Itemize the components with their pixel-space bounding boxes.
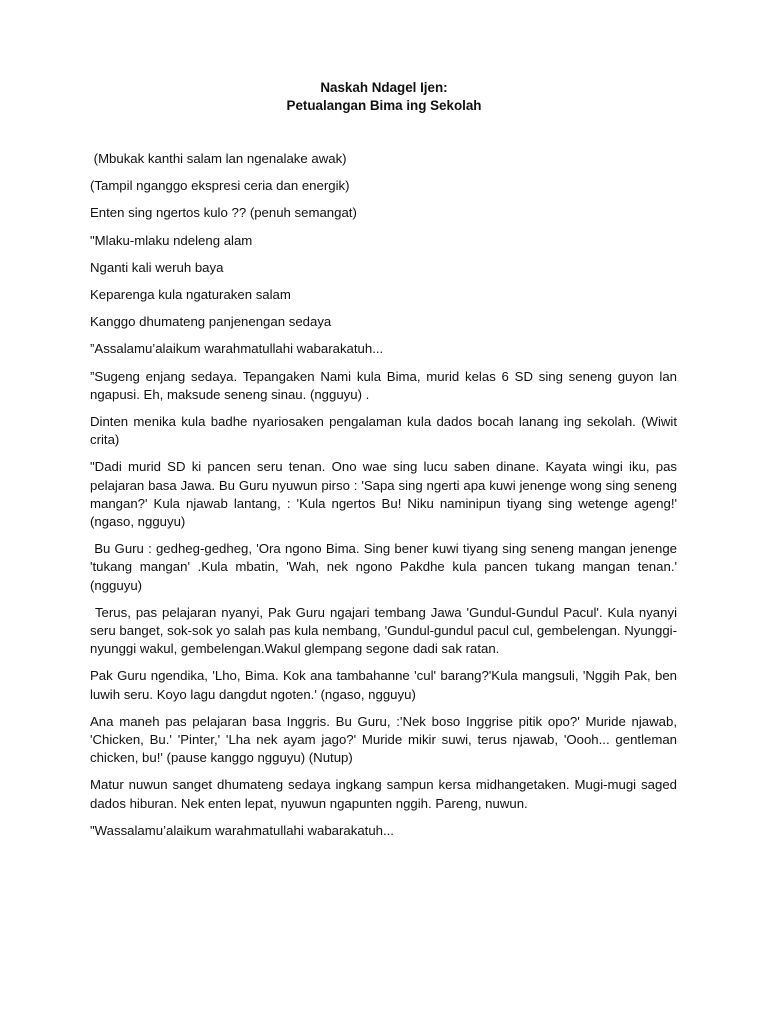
document-body xyxy=(90,150,681,849)
paragraph-1: (Mbukak kanthi salam lan ngenalake awak) xyxy=(90,151,347,166)
paragraph-9: ”Sugeng enjang sedaya. Tepangaken Nami kula Bima, murid kelas 6 SD sing seneng guyon lan ngapusi. Eh, maksude seneng sinau. (ngguyu) . xyxy=(90,368,681,402)
paragraph-12: Bu Guru : gedheg-gedheg, 'Ora ngono Bima. Sing bener kuwi tiyang sing seneng mangan jenenge 'tukang mangan' .Kula mbatin, 'Wah, nek ngono Pakdhe kula pancen tukang mangan tenan.' (ngguyu) xyxy=(90,541,681,593)
paragraph-13: Terus, pas pelajaran nyanyi, Pak Guru ngajari tembang Jawa 'Gundul-Gundul Pacul'. Kula nyanyi seru banget, sok-sok yo salah pas kula nembang, 'Gundul-gundul pacul cul, gembelengan. Nyunggi-nyunggi wakul, gembelengan.Wakul glempang segone dadi sak ratan. xyxy=(90,604,681,657)
document-title xyxy=(0,79,768,115)
paragraph-14: Pak Guru ngendika, 'Lho, Bima. Kok ana tambahanne 'cul' barang?'Kula mangsuli, 'Nggih Pak, ben luwih seru. Koyo lagu dangdut ngoten.' (ngaso, ngguyu) xyxy=(90,668,681,702)
title-line-2: Petualangan Bima ing Sekolah xyxy=(286,98,482,113)
title-line-1: Naskah Ndagel Ijen: xyxy=(320,80,448,95)
paragraph-3: Enten sing ngertos kulo ?? (penuh semangat) xyxy=(90,205,357,221)
paragraph-6: Keparenga kula ngaturaken salam xyxy=(90,287,291,303)
paragraph-15: Ana maneh pas pelajaran basa Inggris. Bu Guru, :'Nek boso Inggrise pitik opo?' Muride njawab, 'Chicken, Bu.' 'Pinter,' 'Lha nek ayam jago?' Muride mikir suwi, terus njawab, 'Oooh... gentleman chicken, bu!' (pause kanggo ngguyu) (Nutup) xyxy=(90,713,681,766)
paragraph-11: "Dadi murid SD ki pancen seru tenan. Ono wae sing lucu saben dinane. Kayata wingi iku, pas pelajaran basa Jawa. Bu Guru nyuwun pirso : 'Sapa sing ngerti apa kuwi jenenge wong sing seneng mangan?' Kula njawab lantang, : 'Kula ngertos Bu! Niku naminipun tiyang sing wetenge ageng!' (ngaso, ngguyu) xyxy=(90,459,681,530)
paragraph-4: "Mlaku-mlaku ndeleng alam xyxy=(90,232,253,248)
paragraph-8: ”Assalamu’alaikum warahmatullahi wabarakatuh... xyxy=(90,341,384,357)
paragraph-7: Kanggo dhumateng panjenengan sedaya xyxy=(90,314,332,330)
paragraph-17: "Wassalamu’alaikum warahmatullahi wabarakatuh... xyxy=(90,822,394,838)
paragraph-10: Dinten menika kula badhe nyariosaken pengalaman kula dados bocah lanang ing sekolah. (Wiwit crita) xyxy=(90,414,681,448)
paragraph-2: (Tampil nganggo ekspresi ceria dan energik) xyxy=(90,178,350,194)
paragraph-16: Matur nuwun sanget dhumateng sedaya ingkang sampun kersa midhangetaken. Mugi-mugi saged dados hiburan. Nek enten lepat, nyuwun ngapunten nggih. Pareng, nuwun. xyxy=(90,777,681,811)
paragraph-5: Nganti kali weruh baya xyxy=(90,259,224,275)
